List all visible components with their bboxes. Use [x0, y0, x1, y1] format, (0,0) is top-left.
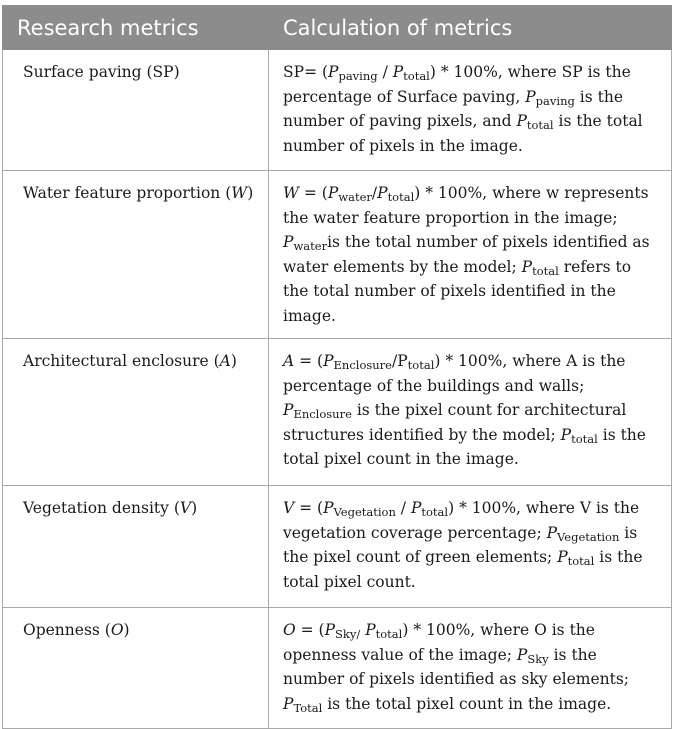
formula-subscript: Sky/: [335, 627, 361, 641]
metric-variable: A: [219, 352, 231, 370]
formula-symbol: P: [557, 548, 568, 566]
table-row: [3, 171, 672, 339]
formula-text: is the number of pixels identified as sky elements;: [283, 645, 630, 688]
table-header: [3, 6, 672, 50]
formula-lhs: V: [283, 499, 295, 517]
formula-symbol: P: [560, 425, 572, 444]
metric-name-suffix: ): [230, 352, 237, 370]
formula-lhs: SP: [283, 63, 305, 81]
formula-subscript: Sky: [527, 651, 549, 666]
formula-subscript: paving: [535, 93, 575, 108]
formula-subscript: water: [338, 190, 372, 204]
formula-symbol: P: [324, 621, 336, 639]
formula-text: = (: [304, 63, 329, 81]
metrics-table: [2, 5, 672, 729]
formula-subscript: total: [403, 69, 430, 83]
table-row: [3, 339, 672, 486]
metric-cell: [3, 339, 269, 486]
formula-subscript: total: [571, 431, 598, 446]
metric-cell: [3, 608, 269, 729]
formula-symbol: P: [365, 621, 376, 639]
formula-text: /: [392, 352, 398, 370]
metric-name: Water feature proportion (: [23, 184, 232, 202]
formula-symbol: P: [546, 523, 558, 542]
formula-symbol: P: [283, 401, 294, 419]
formula-text: ) * 100%, where A is the percentage of the buildings and walls;: [283, 352, 626, 395]
formula-symbol: P: [410, 499, 422, 517]
table-row: [3, 50, 672, 171]
metric-variable: O: [110, 621, 124, 639]
formula-text: ) * 100%, where SP is the percentage of Surface paving,: [283, 63, 631, 106]
formula-text: = (: [294, 352, 324, 370]
formula-text: is the number of paving pixels, and: [283, 87, 623, 130]
formula-subscript: total: [407, 358, 435, 372]
formula-subscript: paving: [338, 69, 378, 83]
formula-text: is the total pixel count in the image.: [322, 694, 612, 713]
formula-symbol: P: [323, 499, 334, 517]
formula-symbol: P: [521, 257, 533, 276]
header-row: [3, 6, 672, 50]
formula-subscript: total: [567, 554, 595, 568]
formula-text: is the pixel count of green elements;: [283, 523, 638, 566]
header-calculation-of-metrics: Calculation of metrics: [269, 6, 672, 50]
calculation-cell: [269, 171, 672, 339]
formula-text: /: [371, 184, 378, 202]
formula-text: ) * 100%, where V is the vegetation coverage percentage;: [283, 499, 640, 542]
metric-cell: [3, 50, 269, 171]
metric-name: Surface paving (SP): [23, 63, 180, 81]
formula-subscript: Enclosure: [333, 358, 392, 372]
formula-text: /: [377, 63, 393, 81]
metric-name: Openness (: [23, 621, 111, 639]
formula-subscript: total: [526, 118, 554, 132]
formula-symbol: P: [377, 184, 388, 202]
formula-subscript: Enclosure: [293, 407, 352, 421]
formula-subscript: total: [532, 263, 559, 278]
table-row: [3, 486, 672, 608]
formula-symbol: P: [397, 352, 408, 370]
formula-symbol: P: [283, 694, 294, 713]
table-row: [3, 608, 672, 729]
calculation-cell: [269, 486, 672, 608]
formula-text: is the total number of pixels in the image.: [283, 112, 643, 155]
metric-name: Vegetation density (: [23, 499, 180, 517]
formula-text: ) * 100%, where w represents the water feature proportion in the image;: [283, 184, 649, 227]
formula-subscript: Vegetation: [557, 529, 620, 544]
formula-subscript: Vegetation: [333, 505, 396, 519]
header-research-metrics: Research metrics: [3, 6, 269, 50]
metric-name-suffix: ): [191, 499, 198, 517]
metric-variable: V: [179, 499, 192, 517]
calculation-cell: [269, 608, 672, 729]
formula-text: = (: [298, 184, 328, 202]
formula-lhs: A: [283, 352, 295, 370]
metric-name: Architectural enclosure (: [23, 352, 220, 370]
formula-symbol: P: [516, 645, 528, 664]
calculation-cell: [269, 50, 672, 171]
metric-variable: W: [231, 184, 248, 202]
formula-lhs: W: [283, 184, 299, 202]
metric-cell: [3, 171, 269, 339]
formula-text: is the pixel count for architectural structures identified by the model;: [283, 401, 627, 444]
metric-name-suffix: ): [123, 621, 130, 639]
formula-subscript: total: [375, 627, 403, 641]
table-body: [3, 50, 672, 729]
formula-text: = (: [295, 621, 325, 639]
formula-symbol: P: [323, 352, 334, 370]
formula-text: = (: [294, 499, 324, 517]
formula-subscript: total: [421, 505, 449, 519]
formula-subscript: total: [387, 190, 415, 204]
formula-symbol: P: [283, 233, 294, 251]
formula-symbol: P: [328, 63, 339, 81]
formula-symbol: P: [525, 87, 536, 106]
metrics-table-container: [2, 5, 671, 729]
formula-text: ) * 100%, where O is the openness value of the image;: [283, 621, 595, 664]
metric-name-suffix: ): [247, 184, 254, 202]
formula-text: is the total pixel count in the image.: [283, 425, 646, 468]
formula-text: refers to the total number of pixels identified in the image.: [283, 257, 632, 325]
formula-text: /: [395, 499, 411, 517]
formula-lhs: O: [283, 621, 296, 639]
calculation-cell: [269, 339, 672, 486]
formula-symbol: P: [516, 112, 527, 130]
formula-text: is the total number of pixels identified as water elements by the model;: [283, 233, 650, 276]
formula-subscript: water: [293, 239, 328, 253]
formula-symbol: P: [392, 63, 404, 81]
formula-symbol: P: [327, 184, 339, 202]
formula-subscript: Total: [293, 700, 323, 715]
metric-cell: [3, 486, 269, 608]
formula-text: is the total pixel count.: [283, 548, 643, 591]
